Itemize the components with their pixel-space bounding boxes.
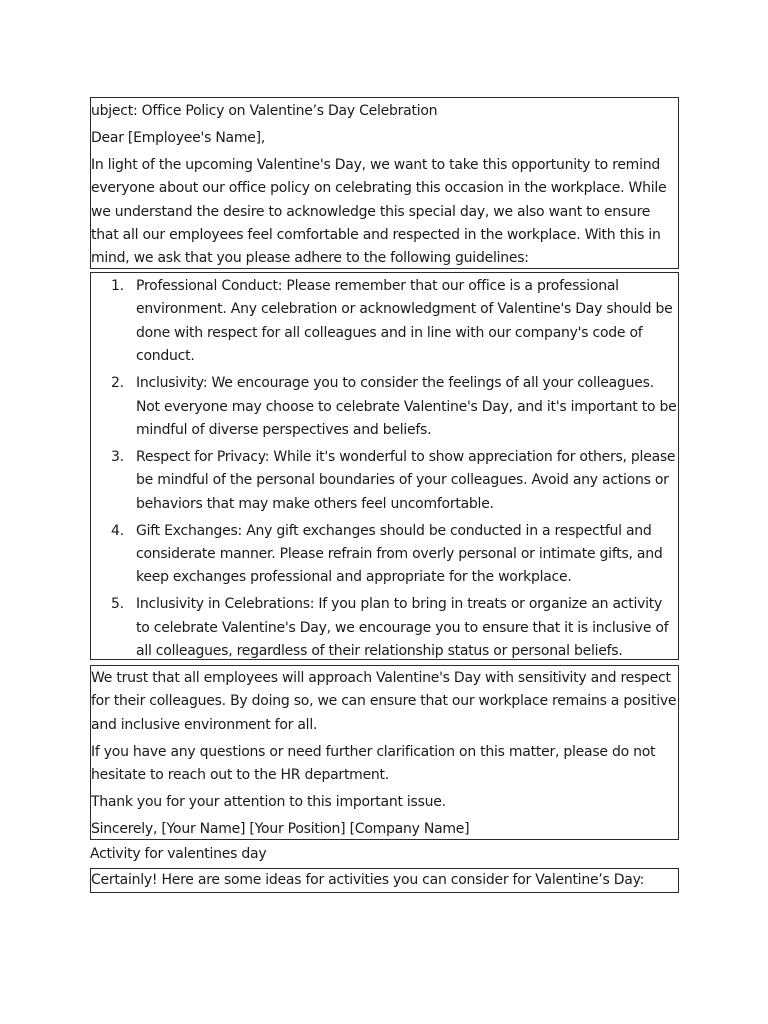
guideline-item bbox=[91, 520, 678, 590]
guideline-number: 4. bbox=[111, 522, 124, 539]
document-page bbox=[90, 97, 679, 893]
guideline-text: Respect for Privacy: While it's wonderful to show appreciation for others, please be mindful of the personal boundaries of your colleagues. Avoid any actions or behaviors that may make others feel uncomfortable. bbox=[136, 448, 676, 512]
closing-section bbox=[90, 665, 679, 840]
closing-paragraph: We trust that all employees will approach Valentine's Day with sensitivity and respect for their colleagues. By doing so, we can ensure that our workplace remains a positive and inclusive environment for all. bbox=[91, 670, 677, 733]
subject-line: ubject: Office Policy on Valentine’s Day Celebration bbox=[91, 103, 438, 119]
guideline-item bbox=[91, 275, 678, 369]
activity-heading: Activity for valentines day bbox=[90, 846, 267, 862]
guideline-item bbox=[91, 446, 678, 516]
greeting: Dear [Employee's Name], bbox=[91, 129, 266, 146]
signature-line: Sincerely, [Your Name] [Your Position] [Company Name] bbox=[91, 820, 470, 837]
activity-section bbox=[90, 868, 679, 893]
guideline-text: Professional Conduct: Please remember that our office is a professional environment. Any celebration or acknowledgment of Valentine's Day should be done with respect for all colleagues and in line with our company's code of conduct. bbox=[136, 278, 673, 365]
guideline-text: Inclusivity: We encourage you to consider the feelings of all your colleagues. Not everyone may choose to celebrate Valentine's Day, and it's important to be mindful of diverse perspectives and beliefs. bbox=[136, 375, 677, 438]
guideline-number: 3. bbox=[111, 448, 124, 465]
guideline-number: 5. bbox=[111, 596, 124, 613]
guideline-text: Inclusivity in Celebrations: If you plan to bring in treats or organize an activity to celebrate Valentine's Day, we encourage you to ensure that it is inclusive of all colleagues, regardless of their relationship status or personal beliefs. bbox=[136, 596, 669, 660]
guideline-item bbox=[91, 593, 678, 660]
intro-paragraph: In light of the upcoming Valentine's Day, we want to take this opportunity to remind everyone about our office policy on celebrating this occasion in the workplace. While we understand the desire to acknowledge this special day, we also want to ensure that all our employees feel comfortable and respected in the workplace. With this in mind, we ask that you please adhere to the following guidelines: bbox=[91, 156, 667, 267]
guideline-number: 1. bbox=[111, 278, 124, 294]
intro-section bbox=[90, 97, 679, 269]
questions-paragraph: If you have any questions or need further clarification on this matter, please do not hesitate to reach out to the HR department. bbox=[91, 743, 656, 784]
guideline-text: Gift Exchanges: Any gift exchanges should be conducted in a respectful and considerate manner. Please refrain from overly personal or intimate gifts, and keep exchanges professional and appropriate for the workplace. bbox=[136, 522, 663, 586]
guideline-number: 2. bbox=[111, 375, 124, 392]
guidelines-section bbox=[90, 272, 679, 660]
activity-intro: Certainly! Here are some ideas for activities you can consider for Valentine’s Day: bbox=[91, 872, 645, 889]
thanks-line: Thank you for your attention to this important issue. bbox=[91, 794, 446, 811]
guidelines-list bbox=[91, 275, 678, 660]
guideline-item bbox=[91, 372, 678, 442]
